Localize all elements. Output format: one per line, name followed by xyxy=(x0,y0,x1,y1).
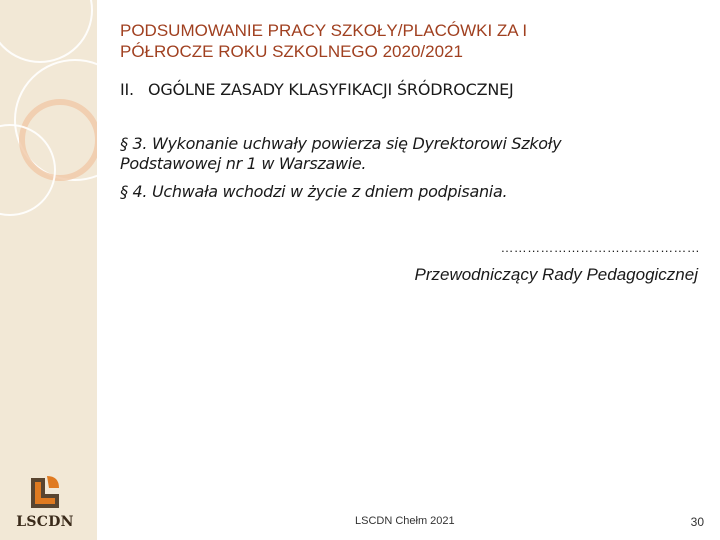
logo-text: LSCDN xyxy=(16,514,74,530)
decorative-circles xyxy=(0,0,97,540)
section-number: II. xyxy=(120,80,134,99)
left-decorative-band xyxy=(0,0,97,540)
page-number: 30 xyxy=(690,515,704,529)
footer-text: LSCDN Chełm 2021 xyxy=(355,515,455,527)
paragraph-4: § 4. Uchwała wchodzi w życie z dniem podpisania. xyxy=(120,182,508,201)
lscdn-logo xyxy=(14,474,76,534)
paragraph-3: § 3. Wykonanie uchwały powierza się Dyrektorowi Szkoły Podstawowej nr 1 w Warszawie. xyxy=(120,134,562,173)
logo-mark-icon xyxy=(29,474,61,510)
section-heading-text: OGÓLNE ZASADY KLASYFIKACJI ŚRÓDROCZNEJ xyxy=(147,80,514,99)
section-heading xyxy=(120,80,514,99)
signature-label: Przewodniczący Rady Pedagogicznej xyxy=(414,265,698,284)
slide-title: PODSUMOWANIE PRACY SZKOŁY/PLACÓWKI ZA I PÓŁROCZE ROKU SZKOLNEGO 2020/2021 xyxy=(120,21,528,61)
signature-line: ……………………………………… xyxy=(500,240,700,255)
